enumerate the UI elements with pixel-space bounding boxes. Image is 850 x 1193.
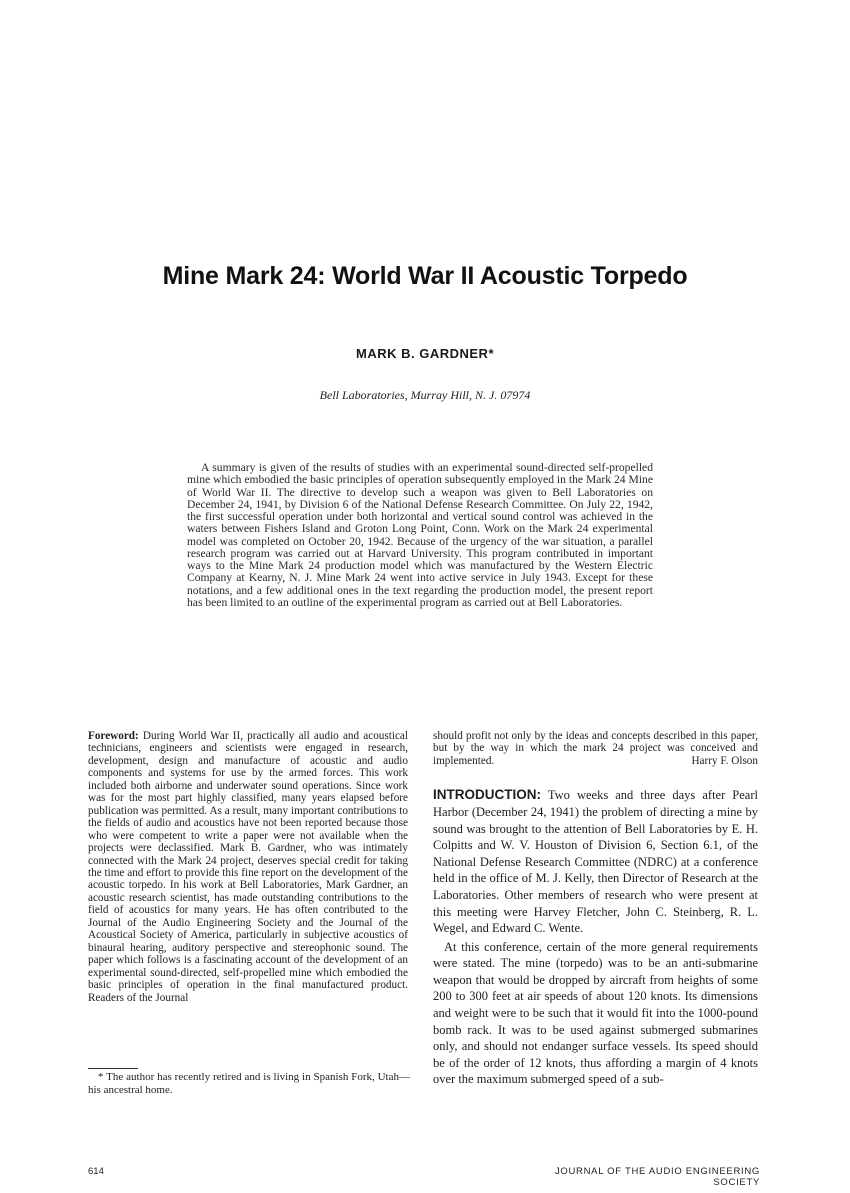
author-footnote: * The author has recently retired and is living in Spanish Fork, Utah—his ancestral home. [88, 1071, 410, 1096]
abstract: A summary is given of the results of studies with an experimental sound-directed self-propelled mine which embodied the basic principles of operation subsequently employed in the Mark 24 Mine of World War II. The directive to develop such a weapon was given to Bell Laboratories on December 24, 1941, by Division 6 of the National Defense Research Committee. On July 22, 1942, the first successful operation under both horizontal and vertical sound control was achieved in the waters between Fishers Island and Groton Long Point, Conn. Work on the Mark 24 experimental model was completed on October 20, 1942. Because of the urgency of the war situation, a parallel research program was carried out at Harvard University. This program contributed in important ways to the Mine Mark 24 production model which was manufactured by the Western Electric Company at Kearny, N. J. Mine Mark 24 went into active service in July 1943. Except for these notations, and a few additional ones in the text regarding the production model, the present report has been limited to an outline of the experimental program as carried out at Bell Laboratories. [187, 461, 653, 609]
foreword-label: Foreword: [88, 730, 139, 742]
foreword-paragraph [88, 730, 408, 1004]
foreword-text: During World War II, practically all audio and acoustical technicians, engineers and scientists were engaged in research, development, design and manufacture of acoustic and audio components and systems for use by the armed forces. This work included both airborne and underwater sound operations. Since work was for the most part highly classified, many years elapsed before publication was permitted. As a result, many important contributions to the fields of audio and acoustics have not been reported because those who were competent to write a paper were not available when the projects were declassified. Mark B. Gardner, who was intimately connected with the Mark 24 project, deserves special credit for taking the time and effort to provide this fine report on the development of the acoustic torpedo. In his work at Bell Laboratories, Mark Gardner, an acoustic research scientist, has made outstanding contributions to the field of acoustics for many years. He has often contributed to the Journal of the Audio Engineering Society and the Journal of the Acoustical Society of America, particularly in subjective acoustics of binaural hearing, auditory perspective and stereophonic sound. The paper which follows is a fascinating account of the development of an experimental sound-directed, self-propelled mine which embodied the basic principles of operation in the final manufactured product. Readers of the Journal [88, 730, 408, 1004]
author-affiliation: Bell Laboratories, Murray Hill, N. J. 07974 [319, 388, 531, 402]
foreword-continuation-paragraph [433, 730, 758, 767]
requirements-paragraph: At this conference, certain of the more general requirements were stated. The mine (torpedo) was to be an anti-submarine weapon that would be dropped by aircraft from heights of some 200 to 300 feet at air speeds of about 120 knots. Its dimensions and weight were to be such that it would fit into the 1000-pound bomb rack. It was to be used against submerged submarines only, and should not endanger surface vessels. Its speed should be of the order of 12 knots, thus affording a margin of 4 knots over the maximum submerged speed of a sub- [433, 939, 758, 1087]
foreword-continuation: should profit not only by the ideas and concepts described in this paper, but by the way in which the mark 24 project was conceived and implemented. [433, 730, 758, 767]
author-name: MARK B. GARDNER* [356, 346, 494, 361]
right-column [433, 730, 758, 1088]
introduction-paragraph [433, 787, 758, 936]
introduction-heading: INTRODUCTION: [433, 787, 541, 803]
page-number: 614 [88, 1166, 104, 1177]
foreword-signature: Harry F. Olson [691, 754, 758, 767]
left-column [88, 730, 408, 1004]
article-title: Mine Mark 24: World War II Acoustic Torpedo [162, 262, 688, 290]
introduction-text: Two weeks and three days after Pearl Harbor (December 24, 1941) the problem of directing a mine by sound was brought to the attention of Bell Laboratories by E. H. Colpitts and W. V. Houston of Division 6, Section 6.1, of the National Defense Research Committee (NDRC) at a conference held in the office of M. J. Kelly, then Director of Research at the Laboratories. Other members of research who were present at this meeting were Harvey Fletcher, John C. Steinberg, R. L. Wegel, and Edward C. Wente. [433, 788, 758, 936]
journal-name-footer: JOURNAL OF THE AUDIO ENGINEERING SOCIETY [554, 1166, 760, 1188]
footnote-rule [88, 1068, 138, 1069]
